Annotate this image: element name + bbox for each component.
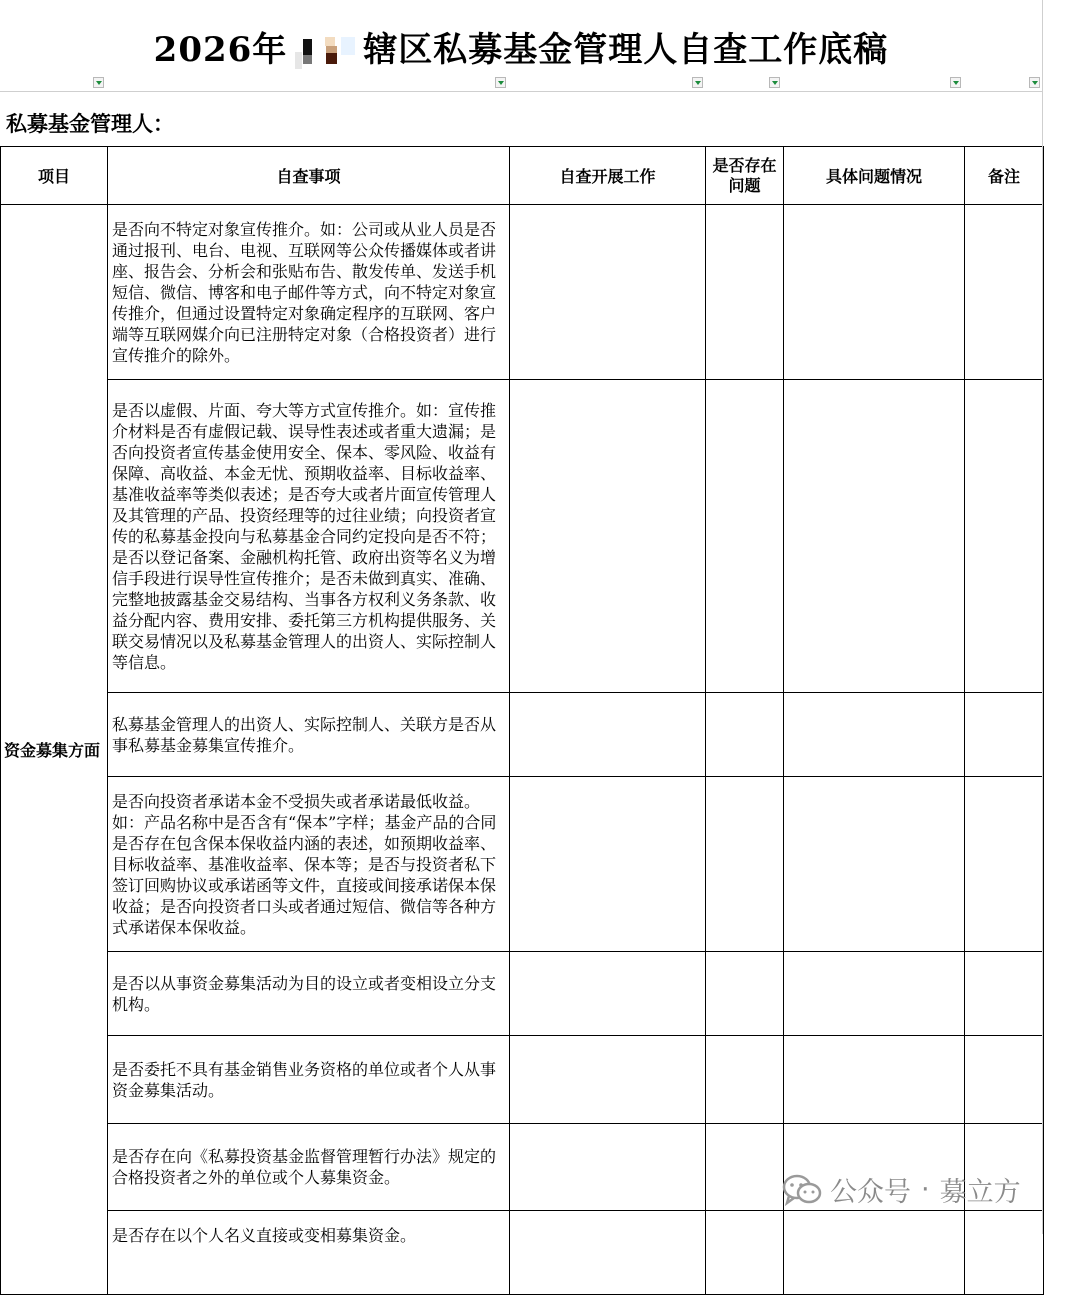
issue-detail-cell[interactable] <box>784 777 965 952</box>
work-done-cell[interactable] <box>510 777 706 952</box>
has-issue-cell[interactable] <box>706 952 784 1036</box>
issue-detail-cell[interactable] <box>784 952 965 1036</box>
table-row <box>1 205 1044 380</box>
filter-dropdown-button[interactable] <box>1029 77 1040 88</box>
remark-cell[interactable] <box>965 1211 1044 1295</box>
work-done-cell[interactable] <box>510 952 706 1036</box>
manager-label: 私募基金管理人： <box>6 111 174 136</box>
check-item-cell[interactable]: 是否向不特定对象宣传推介。如：公司或从业人员是否通过报刊、电台、电视、互联网等公众传播媒体或者讲座、报告会、分析会和张贴布告、散发传单、发送手机短信、微信、博客和电子邮件等方式，向不特定对象宣传推介，但通过设置特定对象确定程序的互联网、客户端等互联网媒介向已注册特定对象（合格投资者）进行宣传推介的除外。 <box>108 205 510 380</box>
sheet-right-border <box>1042 0 1043 1234</box>
has-issue-cell[interactable] <box>706 380 784 693</box>
table-row <box>1 1211 1044 1295</box>
wechat-icon <box>782 1173 822 1207</box>
title-year: 2026年 <box>153 30 288 70</box>
has-issue-cell[interactable] <box>706 1211 784 1295</box>
watermark <box>782 1170 1021 1209</box>
title-suffix: 辖区私募基金管理人自查工作底稿 <box>363 30 889 70</box>
checklist-table <box>0 146 1044 1295</box>
remark-cell[interactable] <box>965 1036 1044 1124</box>
has-issue-cell[interactable] <box>706 1036 784 1124</box>
issue-detail-cell[interactable] <box>784 380 965 693</box>
table-row <box>1 777 1044 952</box>
check-item-cell[interactable]: 是否存在以个人名义直接或变相募集资金。 <box>108 1211 510 1295</box>
check-item-cell[interactable]: 是否向投资者承诺本金不受损失或者承诺最低收益。如：产品名称中是否含有“保本”字样；基金产品的合同是否存在包含保本保收益内涵的表述，如预期收益率、目标收益率、基准收益率、保本等；是否与投资者私下签订回购协议或承诺函等文件，直接或间接承诺保本保收益；是否向投资者口头或者通过短信、微信等各种方式承诺保本保收益。 <box>108 777 510 952</box>
column-header[interactable]: 是否存在问题 <box>706 147 784 205</box>
column-header[interactable]: 自查开展工作 <box>510 147 706 205</box>
check-item-cell[interactable]: 是否存在向《私募投资基金监督管理暂行办法》规定的合格投资者之外的单位或个人募集资金。 <box>108 1124 510 1211</box>
work-done-cell[interactable] <box>510 1211 706 1295</box>
remark-cell[interactable] <box>965 952 1044 1036</box>
remark-cell[interactable] <box>965 777 1044 952</box>
remark-cell[interactable] <box>965 380 1044 693</box>
work-done-cell[interactable] <box>510 693 706 777</box>
remark-cell[interactable] <box>965 693 1044 777</box>
remark-cell[interactable] <box>965 205 1044 380</box>
table-row <box>1 380 1044 693</box>
check-item-cell[interactable]: 是否以从事资金募集活动为目的设立或者变相设立分支机构。 <box>108 952 510 1036</box>
filter-dropdown-button[interactable] <box>950 77 961 88</box>
header-row <box>1 147 1044 205</box>
redacted-region-mosaic <box>295 35 355 69</box>
work-done-cell[interactable] <box>510 1036 706 1124</box>
title-row <box>0 0 1042 92</box>
watermark-label: 公众号 <box>830 1177 911 1208</box>
filter-dropdown-button[interactable] <box>769 77 780 88</box>
issue-detail-cell[interactable] <box>784 693 965 777</box>
column-header[interactable]: 项目 <box>1 147 108 205</box>
category-cell[interactable]: 资金募集方面 <box>1 205 108 1295</box>
table-row <box>1 693 1044 777</box>
check-item-cell[interactable]: 是否以虚假、片面、夸大等方式宣传推介。如：宣传推介材料是否有虚假记载、误导性表述或者重大遗漏；是否向投资者宣传基金使用安全、保本、零风险、收益有保障、高收益、本金无忧、预期收益率、目标收益率、基准收益率等类似表述；是否夸大或者片面宣传管理人及其管理的产品、投资经理等的过往业绩；向投资者宣传的私募基金投向与私募基金合同约定投向是否不符；是否以登记备案、金融机构托管、政府出资等名义为增信手段进行误导性宣传推介；是否未做到真实、准确、完整地披露基金交易结构、当事各方权利义务条款、收益分配内容、费用安排、委托第三方机构提供服务、关联交易情况以及私募基金管理人的出资人、实际控制人等信息。 <box>108 380 510 693</box>
check-item-cell[interactable]: 私募基金管理人的出资人、实际控制人、关联方是否从事私募基金募集宣传推介。 <box>108 693 510 777</box>
filter-dropdown-button[interactable] <box>93 77 104 88</box>
has-issue-cell[interactable] <box>706 205 784 380</box>
work-done-cell[interactable] <box>510 1124 706 1211</box>
work-done-cell[interactable] <box>510 380 706 693</box>
has-issue-cell[interactable] <box>706 777 784 952</box>
column-header[interactable]: 自查事项 <box>108 147 510 205</box>
issue-detail-cell[interactable] <box>784 1036 965 1124</box>
filter-dropdown-button[interactable] <box>495 77 506 88</box>
page-title <box>0 22 1042 71</box>
filter-dropdown-button[interactable] <box>692 77 703 88</box>
issue-detail-cell[interactable] <box>784 205 965 380</box>
check-item-cell[interactable]: 是否委托不具有基金销售业务资格的单位或者个人从事资金募集活动。 <box>108 1036 510 1124</box>
table-row <box>1 1036 1044 1124</box>
has-issue-cell[interactable] <box>706 693 784 777</box>
watermark-separator: · <box>921 1174 930 1205</box>
manager-row <box>0 92 1042 147</box>
column-header[interactable]: 备注 <box>965 147 1044 205</box>
has-issue-cell[interactable] <box>706 1124 784 1211</box>
work-done-cell[interactable] <box>510 205 706 380</box>
watermark-account-name: 募立方 <box>939 1177 1021 1208</box>
column-header[interactable]: 具体问题情况 <box>784 147 965 205</box>
issue-detail-cell[interactable] <box>784 1211 965 1295</box>
table-row <box>1 952 1044 1036</box>
